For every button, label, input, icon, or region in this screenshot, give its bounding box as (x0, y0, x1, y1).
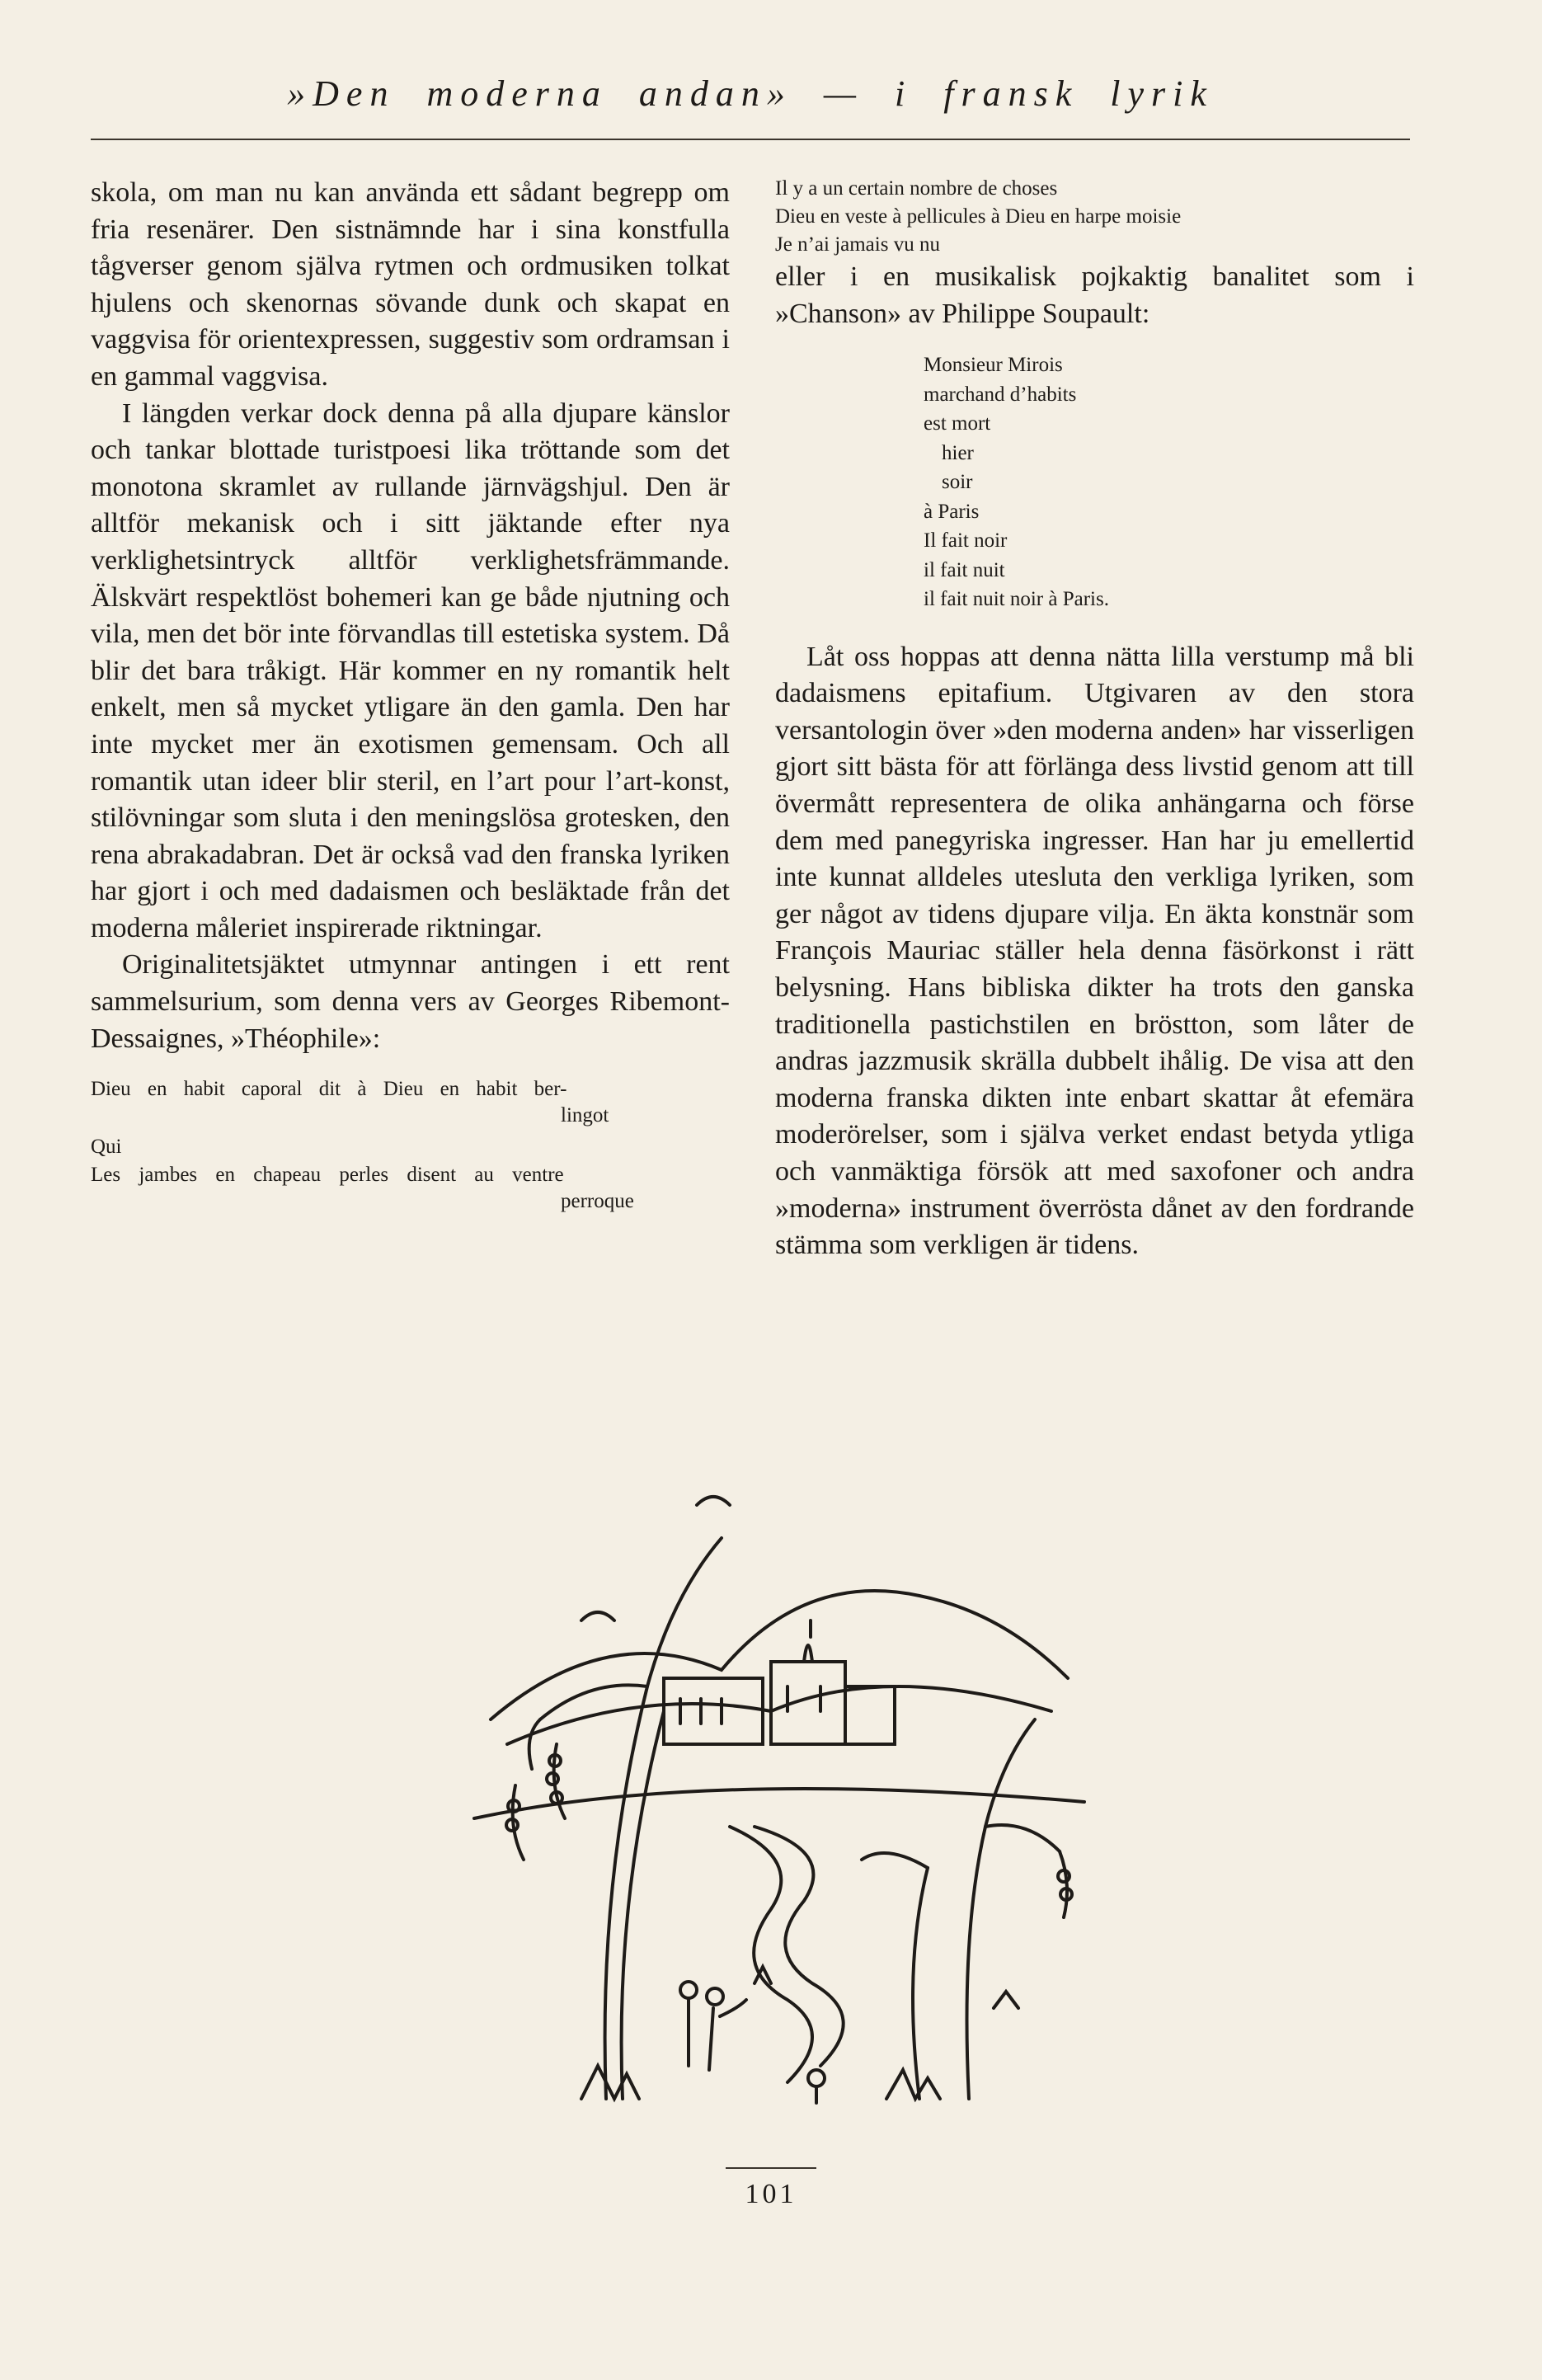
poem-1-line-2: Dieu en veste à pellicules à Dieu en harpe moisie (775, 205, 1182, 228)
poem-2-line-9: il fait nuit noir à Paris. (924, 588, 1109, 611)
poem-1-line-3: Je n’ai jamais vu nu (775, 233, 940, 256)
poem-2-line-5: soir (942, 471, 973, 494)
verse-line-2-text: Qui (91, 1136, 122, 1159)
running-title: »Den moderna andan» — i fransk lyrik (287, 73, 1214, 114)
header-rule (91, 139, 1410, 140)
woodcut-landscape-icon (458, 1472, 1109, 2124)
poem-2-line-2: marchand d’habits (924, 383, 1077, 406)
page-number: 101 (745, 2179, 797, 2209)
right-paragraph-2: Låt oss hoppas att denna nätta lilla verstump må bli dadaismens epitafium. Utgivaren av den stora versantologin över »den moderna anden» har visserligen gjort sitt bästa för att förlänga dess livstid genom att till övermått representera de olika anhängarna och förse dem med panegyriska ingresser. Han har ju emellertid inte kunnat alldeles utesluta den verkliga lyriken, som ger något av tidens djupare vilja. En äkta konstnär som François Mauriac ställer hela denna fäsörkonst i rätt belysning. Hans bibliska dikter ha trots den ganska traditionella pastichstilen en bröstton, som låter de andras jazzmusik skrälla dubbelt ihålig. De visa att den moderna franska dikten inte enbart skattar åt efemära moderörelser, som i själva verket endast betyda ytliga och vanmäktiga försök att med saxofoner och andra »moderna» instrument överrösta dånet av den fordrande stämma som verkligen är tidens. (775, 641, 1414, 1261)
poem-2 (924, 350, 1414, 614)
left-paragraph-2: I längden verkar dock denna på alla djupare känslor och tankar blottade turistpoesi lika tröttande som det monotona skramlet av rullande järnvägshjul. Den är alltför mekanisk och i sitt jäktande efter nya verklighetsintryck alltför verklighetsfrämmande. Älskvärt respektlöst bohemeri kan ge både njutning och vila, men det bör inte förvandlas till estetiska system. Då blir det bara tråkigt. Här kommer en ny romantik helt enkelt, men så mycket ytligare än den gamla. Den har inte mycket mer än exotismen gemensam. Och all romantik utan ideer blir steril, en l’art pour l’art-konst, stilövningar som sluta i den meningslösa grotesken, den rena abrakadabran. Det är också vad den franska lyriken har gjort i och med dadaismen och besläktade från det moderna måleriet inspirerade riktningar. (91, 397, 730, 943)
verse-line-3 (91, 1161, 730, 1189)
poem-2-line-4: hier (942, 441, 974, 464)
poem-2-line-8: il fait nuit (924, 558, 1005, 581)
poem-2-line-7: Il fait noir (924, 529, 1008, 553)
left-column (91, 175, 730, 1214)
verse-line-3-text: Les jambes en chapeau perles disent au ventre (91, 1164, 564, 1187)
left-paragraph-3: Originalitetsjäktet utmynnar antingen i ett rent sammelsurium, som denna vers av Georges Ribemont-Dessaignes, »Théophile»: (91, 949, 730, 1054)
verse-line-1-cont: lingot (561, 1104, 609, 1127)
verse-line-3-cont: perroque (561, 1190, 634, 1213)
folio-rule (726, 2167, 816, 2169)
left-paragraph-1: skola, om man nu kan använda ett sådant begrepp om fria resenärer. Den sistnämnde har i sina konstfulla tågverser genom själva rytmen och ordmusiken tolkat hjulens och skenornas sövande dunk och skapat en vaggvisa för orientexpressen, suggestiv som ordramsan i en gammal vaggvisa. (91, 177, 730, 392)
poem-1-line-1: Il y a un certain nombre de choses (775, 177, 1058, 200)
poem-2-line-6: à Paris (924, 500, 980, 523)
poem-1 (775, 175, 1414, 259)
verse-line-1-text: Dieu en habit caporal dit à Dieu en habit ber- (91, 1078, 567, 1101)
poem-2-line-1: Monsieur Mirois (924, 354, 1063, 377)
verse-line-1 (91, 1075, 730, 1103)
poem-2-line-3: est mort (924, 412, 991, 435)
right-paragraph-1: eller i en musikalisk pojkaktig banalitet som i »Chanson» av Philippe Soupault: (775, 261, 1414, 329)
verse-line-2 (91, 1133, 730, 1161)
right-column (775, 175, 1414, 1264)
